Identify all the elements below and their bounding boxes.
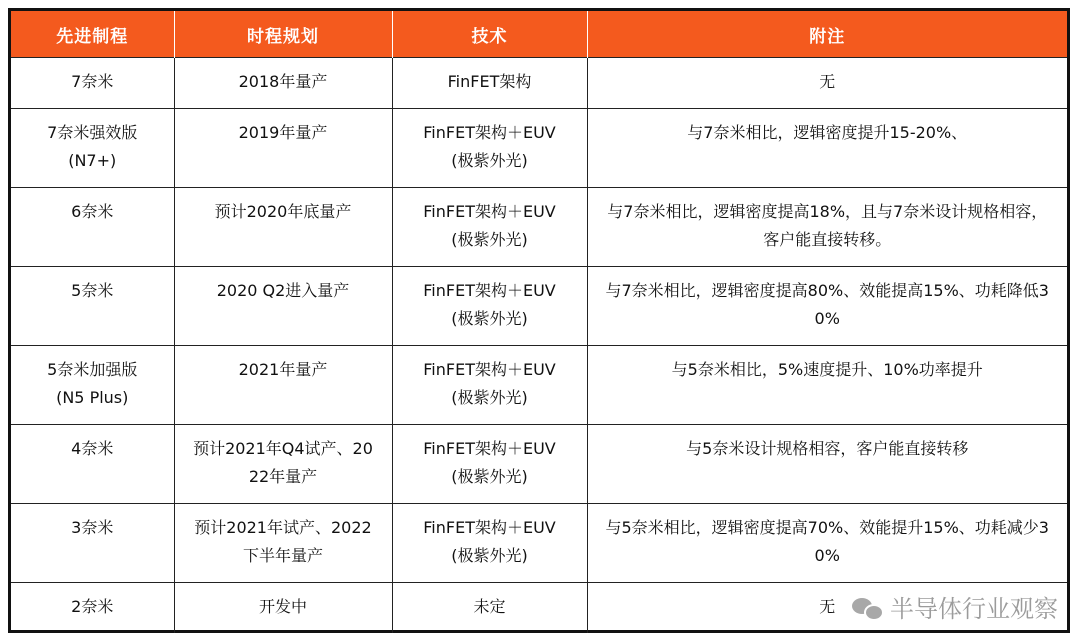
table-row bbox=[11, 58, 1067, 109]
cell-schedule: 2019年量产 bbox=[174, 109, 392, 188]
cell-tech: FinFET架构＋EUV (极紫外光) bbox=[392, 188, 587, 267]
watermark-text: 半导体行业观察 bbox=[890, 595, 1058, 623]
header-schedule: 时程规划 bbox=[174, 11, 392, 58]
cell-note: 与7奈米相比，逻辑密度提高18%，且与7奈米设计规格相容，客户能直接转移。 bbox=[587, 188, 1067, 267]
table-row bbox=[11, 109, 1067, 188]
table-header bbox=[11, 11, 1067, 58]
cell-tech: FinFET架构＋EUV (极紫外光) bbox=[392, 425, 587, 504]
cell-node: 7奈米强效版 (N7+) bbox=[11, 109, 174, 188]
table-row bbox=[11, 267, 1067, 346]
watermark bbox=[852, 589, 1058, 624]
table-body bbox=[11, 58, 1067, 634]
table-row bbox=[11, 188, 1067, 267]
cell-note: 与7奈米相比，逻辑密度提升15-20%、 bbox=[587, 109, 1067, 188]
table-row bbox=[11, 425, 1067, 504]
cell-node: 3奈米 bbox=[11, 504, 174, 583]
header-node: 先进制程 bbox=[11, 11, 174, 58]
cell-node: 2奈米 bbox=[11, 583, 174, 634]
cell-node: 5奈米 bbox=[11, 267, 174, 346]
cell-schedule: 预计2021年试产、2022下半年量产 bbox=[174, 504, 392, 583]
cell-note: 与5奈米相比，逻辑密度提高70%、效能提升15%、功耗减少30% bbox=[587, 504, 1067, 583]
cell-note: 与7奈米相比，逻辑密度提高80%、效能提高15%、功耗降低30% bbox=[587, 267, 1067, 346]
cell-schedule: 开发中 bbox=[174, 583, 392, 634]
cell-schedule: 2020 Q2进入量产 bbox=[174, 267, 392, 346]
cell-node: 6奈米 bbox=[11, 188, 174, 267]
process-roadmap-table-frame bbox=[8, 8, 1070, 633]
cell-tech: FinFET架构＋EUV (极紫外光) bbox=[392, 504, 587, 583]
table-row bbox=[11, 504, 1067, 583]
cell-note: 与5奈米设计规格相容，客户能直接转移 bbox=[587, 425, 1067, 504]
cell-tech: FinFET架构＋EUV (极紫外光) bbox=[392, 267, 587, 346]
cell-note: 无 bbox=[587, 583, 1067, 634]
cell-node: 4奈米 bbox=[11, 425, 174, 504]
cell-schedule: 2018年量产 bbox=[174, 58, 392, 109]
header-note: 附注 bbox=[587, 11, 1067, 58]
cell-schedule: 预计2021年Q4试产、2022年量产 bbox=[174, 425, 392, 504]
cell-note: 无 bbox=[587, 58, 1067, 109]
process-roadmap-table bbox=[11, 11, 1067, 633]
header-tech: 技术 bbox=[392, 11, 587, 58]
wechat-icon bbox=[852, 596, 882, 618]
cell-tech: FinFET架构＋EUV (极紫外光) bbox=[392, 346, 587, 425]
table-row bbox=[11, 346, 1067, 425]
cell-schedule: 预计2020年底量产 bbox=[174, 188, 392, 267]
cell-tech: FinFET架构 bbox=[392, 58, 587, 109]
cell-schedule: 2021年量产 bbox=[174, 346, 392, 425]
cell-node: 5奈米加强版 (N5 Plus) bbox=[11, 346, 174, 425]
cell-tech: FinFET架构＋EUV (极紫外光) bbox=[392, 109, 587, 188]
cell-note: 与5奈米相比，5%速度提升、10%功率提升 bbox=[587, 346, 1067, 425]
cell-node: 7奈米 bbox=[11, 58, 174, 109]
cell-tech: 未定 bbox=[392, 583, 587, 634]
